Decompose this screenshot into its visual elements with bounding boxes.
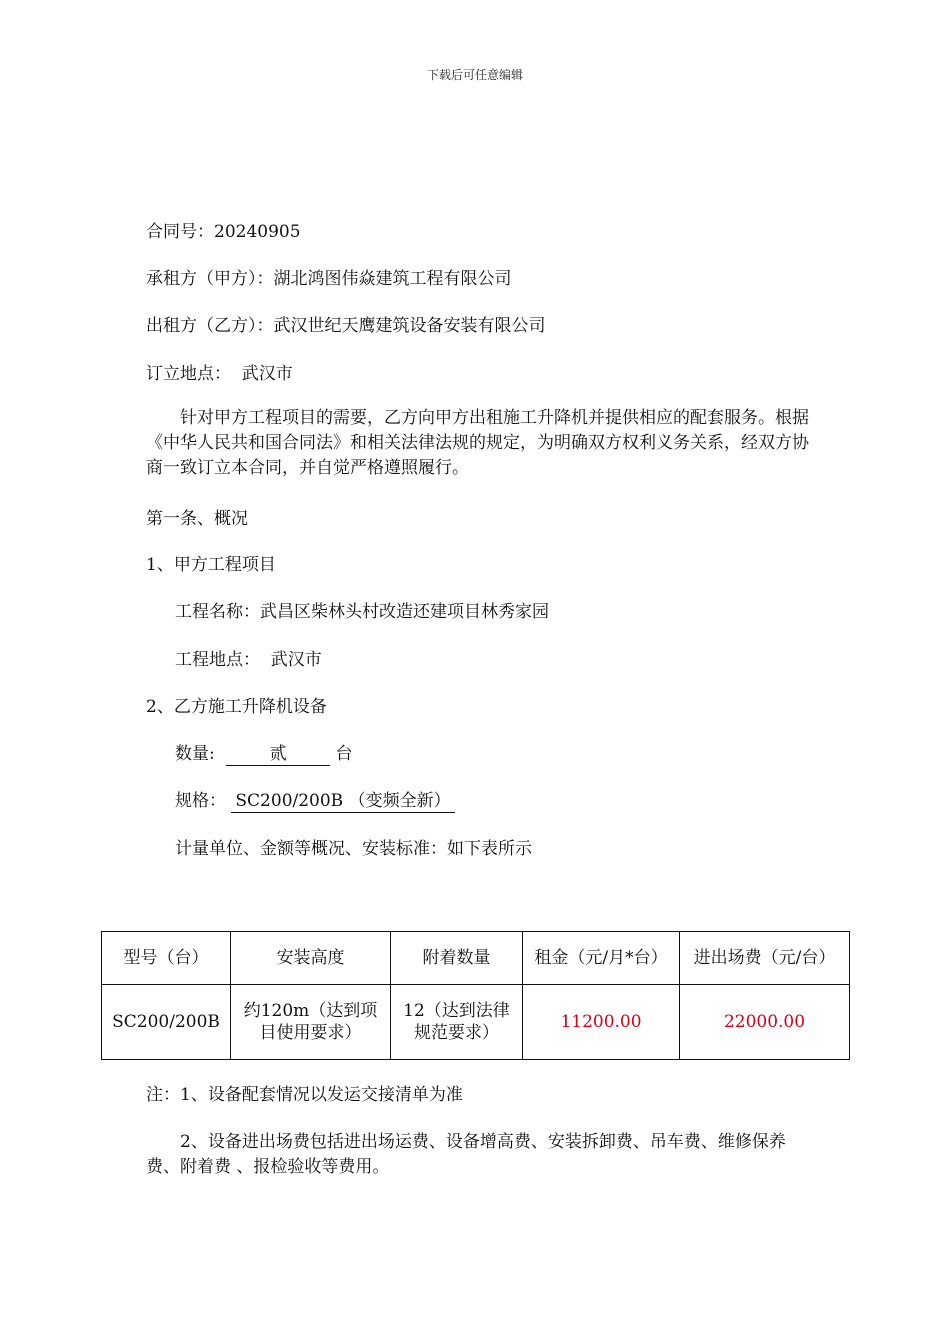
project-name: 工程名称：武昌区柴林头村改造还建项目林秀家园 [175, 602, 549, 622]
signing-place: 订立地点： 武汉市 [146, 364, 293, 384]
equipment-table [101, 931, 850, 1060]
contract-number: 合同号：20240905 [146, 222, 301, 242]
project-place: 工程地点： 武汉市 [175, 650, 322, 670]
intro-paragraph: 针对甲方工程项目的需要，乙方向甲方出租施工升降机并提供相应的配套服务。根据《中华人民共和国合同法》和相关法律法规的规定，为明确双方权利义务关系，经双方协商一致订立本合同，并自觉严格遵照履行。 [146, 408, 809, 478]
note-2: 2、设备进出场费包括进出场运费、设备增高费、安装拆卸费、吊车费、维修保养费、附着费 、报检验收等费用。 [146, 1132, 786, 1177]
quantity-line [175, 743, 353, 766]
quantity-value: 贰 [226, 743, 330, 766]
lessee-line: 承租方（甲方）：湖北鸿图伟焱建筑工程有限公司 [146, 269, 512, 289]
entry-fee-cell: 22000.00 [680, 985, 850, 1060]
table-intro: 计量单位、金额等概况、安装标准：如下表所示 [175, 839, 532, 859]
table-header-row [102, 932, 850, 985]
rent-cell: 11200.00 [523, 985, 680, 1060]
table-header-cell: 进出场费（元/台） [680, 932, 850, 985]
spec-label: 规格： [175, 791, 226, 811]
attachment-cell: 12（达到法律规范要求） [391, 985, 523, 1060]
table-row [102, 985, 850, 1060]
height-cell: 约120m（达到项目使用要求） [231, 985, 391, 1060]
spec-line [175, 790, 455, 813]
table-header-cell: 型号（台） [102, 932, 231, 985]
quantity-label: 数量: [175, 744, 215, 764]
note-1: 注：1、设备配套情况以发运交接清单为准 [146, 1085, 463, 1105]
item-2-heading: 2、乙方施工升降机设备 [146, 697, 327, 717]
lessor-line: 出租方（乙方）：武汉世纪天鹰建筑设备安装有限公司 [146, 316, 546, 336]
article-1-heading: 第一条、概况 [146, 509, 248, 529]
table-header-cell: 安装高度 [231, 932, 391, 985]
model-cell: SC200/200B [102, 985, 231, 1060]
spec-value: SC200/200B （变频全新） [231, 790, 454, 813]
table-header-cell: 租金（元/月*台） [523, 932, 680, 985]
item-1-heading: 1、甲方工程项目 [146, 555, 276, 575]
table-header-cell: 附着数量 [391, 932, 523, 985]
page-header: 下载后可任意编辑 [426, 68, 523, 82]
quantity-unit: 台 [335, 744, 353, 764]
